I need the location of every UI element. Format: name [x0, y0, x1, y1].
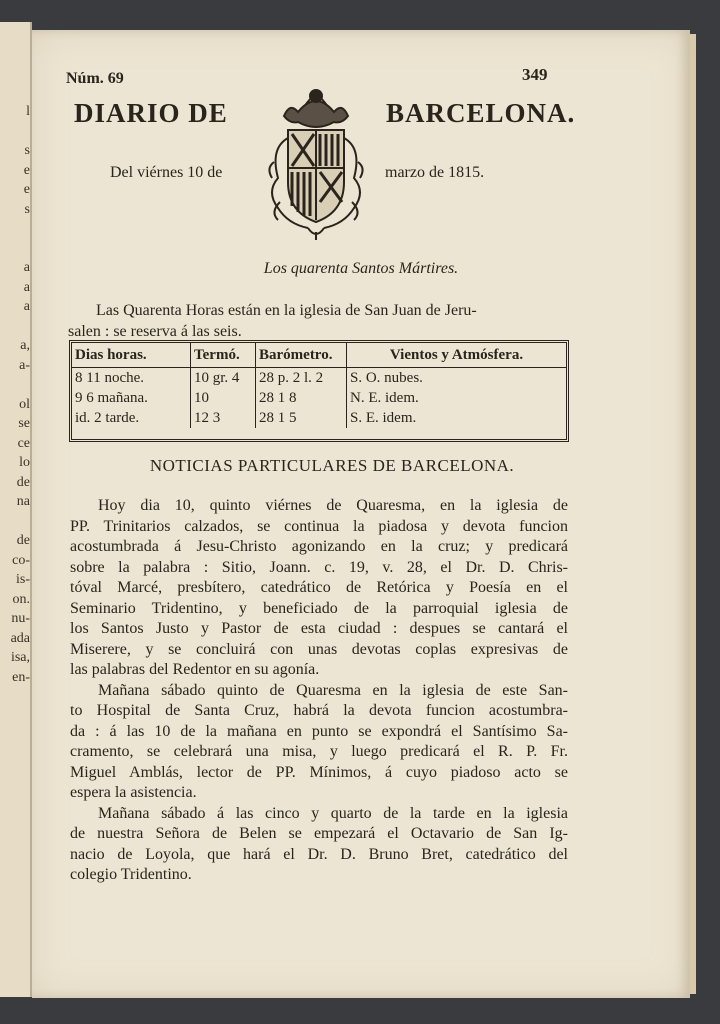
table-cell: S. O. nubes.	[350, 369, 423, 386]
news-line: Miguel Amblás, lector de PP. Mínimos, á cuyo piadoso acto se	[70, 763, 568, 781]
news-line: Hoy dia 10, quinto viérnes de Quaresma, en la iglesia de	[98, 497, 568, 514]
barcelona-coat-of-arms-emblem	[258, 82, 374, 242]
news-line: de nuestra Señora de Belen se empezará el Octavario de San Ig-	[70, 825, 568, 842]
previous-page-fragment	[0, 375, 30, 395]
news-line: da : á las 10 de la mañana en punto se expondrá el Santísimo Sa-	[70, 722, 568, 740]
previous-page-fragment	[0, 239, 30, 259]
previous-page-fragment	[0, 512, 30, 532]
newspaper-page	[32, 30, 690, 998]
news-line: Mañana sábado á las cinco y quarto de la tarde en la iglesia	[98, 804, 568, 822]
table-cell: id. 2 tarde.	[72, 408, 191, 428]
previous-page-fragment: lo	[19, 455, 30, 470]
table-row	[72, 408, 566, 428]
news-paragraph	[70, 681, 568, 804]
previous-page-fragment: a-	[19, 357, 30, 373]
news-line: Seminario Tridentino, y beneficiado de la parroquial iglesia de	[70, 599, 568, 617]
weather-header-days-hours: Dias horas.	[72, 343, 191, 368]
news-line: Miserere, y se concluirá con unas devotas coplas expresivas de	[70, 640, 568, 658]
news-paragraph	[70, 804, 568, 886]
previous-page-fragment: ce	[17, 435, 30, 451]
table-cell: 28 1 5	[256, 408, 347, 428]
weather-table	[69, 340, 569, 442]
previous-page-fragment	[0, 219, 30, 239]
previous-page-fragment: e	[23, 162, 30, 178]
notice-line: salen : se reserva á las seis.	[68, 323, 242, 340]
previous-page-fragment: ada	[10, 630, 30, 646]
previous-page-fragment: a	[23, 279, 30, 295]
previous-page-fragment: l	[26, 104, 30, 119]
previous-page-fragment	[0, 317, 30, 337]
previous-page-fragment: co-	[12, 552, 30, 568]
table-cell: 28 1 8	[256, 388, 347, 408]
news-line: tóval Marcé, presbítero, catedrático de Retórica y Poesía en el	[70, 579, 568, 596]
news-line: sobre la palabra : Sitio, Joann. c. 19, v. 28, el Dr. D. Chris-	[70, 558, 568, 576]
news-line: cramento, se celebrará una misa, y luego predicará el R. P. Fr.	[70, 743, 568, 760]
previous-page-fragment: en-	[12, 669, 30, 685]
previous-page-fragment: e	[23, 182, 30, 197]
news-line: nacio de Loyola, que hará el Dr. D. Bruno Bret, catedrático del	[70, 845, 568, 863]
previous-page-text-fragments	[0, 102, 30, 687]
saints-of-the-day: Los quarenta Santos Mártires.	[263, 260, 459, 277]
news-line: colegio Tridentino.	[70, 866, 192, 883]
previous-page-edge	[0, 22, 32, 997]
previous-page-fragment: s	[24, 201, 30, 217]
table-row	[72, 368, 566, 389]
previous-page-fragment: a	[23, 299, 30, 314]
masthead-title-left: DIARIO DE	[74, 98, 228, 128]
news-line: acostumbrada á Jesu-Christo agonizando en la cruz; y predicará	[70, 538, 568, 555]
previous-page-fragment: de	[16, 533, 30, 548]
news-line: espera la asistencia.	[70, 784, 197, 801]
previous-page-fragment: se	[18, 416, 30, 431]
previous-page-fragment: is-	[16, 572, 30, 587]
weather-table-header-row	[72, 343, 566, 368]
previous-page-fragment: a	[23, 260, 30, 275]
news-paragraph	[70, 496, 568, 681]
previous-page-fragment: ol	[19, 396, 30, 412]
previous-page-fragment: nu-	[11, 611, 30, 626]
news-line: los Santos Justo y Pastor de esta ciudad : despues se cantará el	[70, 620, 568, 637]
table-cell: 8 11 noche.	[72, 368, 191, 389]
news-line: to Hospital de Santa Cruz, habrá la devota funcion acostumbra-	[70, 702, 568, 719]
table-row	[72, 388, 566, 408]
news-line: PP. Trinitarios calzados, se continua la piadosa y devota funcion	[70, 517, 568, 535]
table-cell: 10 gr. 4	[191, 368, 256, 389]
previous-page-fragment: isa,	[10, 650, 30, 665]
previous-page-fragment	[0, 122, 30, 142]
table-cell: S. E. idem.	[350, 409, 417, 426]
previous-page-fragment: a,	[20, 338, 30, 353]
news-body	[70, 496, 568, 886]
table-cell: N. E. idem.	[350, 389, 419, 406]
previous-page-fragment: s	[24, 143, 30, 158]
section-heading: NOTICIAS PARTICULARES DE BARCELONA.	[149, 456, 515, 475]
masthead-title-right: BARCELONA.	[386, 98, 576, 128]
previous-page-fragment: na	[16, 494, 30, 509]
notice-line: Las Quarenta Horas están en la iglesia de San Juan de Jeru-	[96, 302, 477, 319]
weather-header-thermometer: Termó.	[191, 343, 256, 368]
forty-hours-notice	[68, 300, 566, 342]
news-line: Mañana sábado quinto de Quaresma en la iglesia de este San-	[98, 681, 568, 699]
table-cell: 28 p. 2 l. 2	[256, 368, 347, 389]
date-line-right: marzo de 1815.	[385, 164, 485, 181]
table-cell: 12 3	[191, 408, 256, 428]
page-number: 349	[522, 65, 548, 84]
table-cell: 9 6 mañana.	[72, 388, 191, 408]
previous-page-fragment: de	[16, 474, 30, 490]
issue-number: Núm. 69	[66, 70, 124, 87]
weather-header-barometer: Barómetro.	[256, 343, 347, 368]
table-cell: 10	[191, 388, 256, 408]
previous-page-fragment: on.	[12, 591, 30, 607]
news-line: las palabras del Redentor en su agonía.	[70, 661, 320, 678]
weather-header-winds: Vientos y Atmósfera.	[347, 343, 567, 368]
date-line-left: Del viérnes 10 de	[110, 164, 223, 181]
